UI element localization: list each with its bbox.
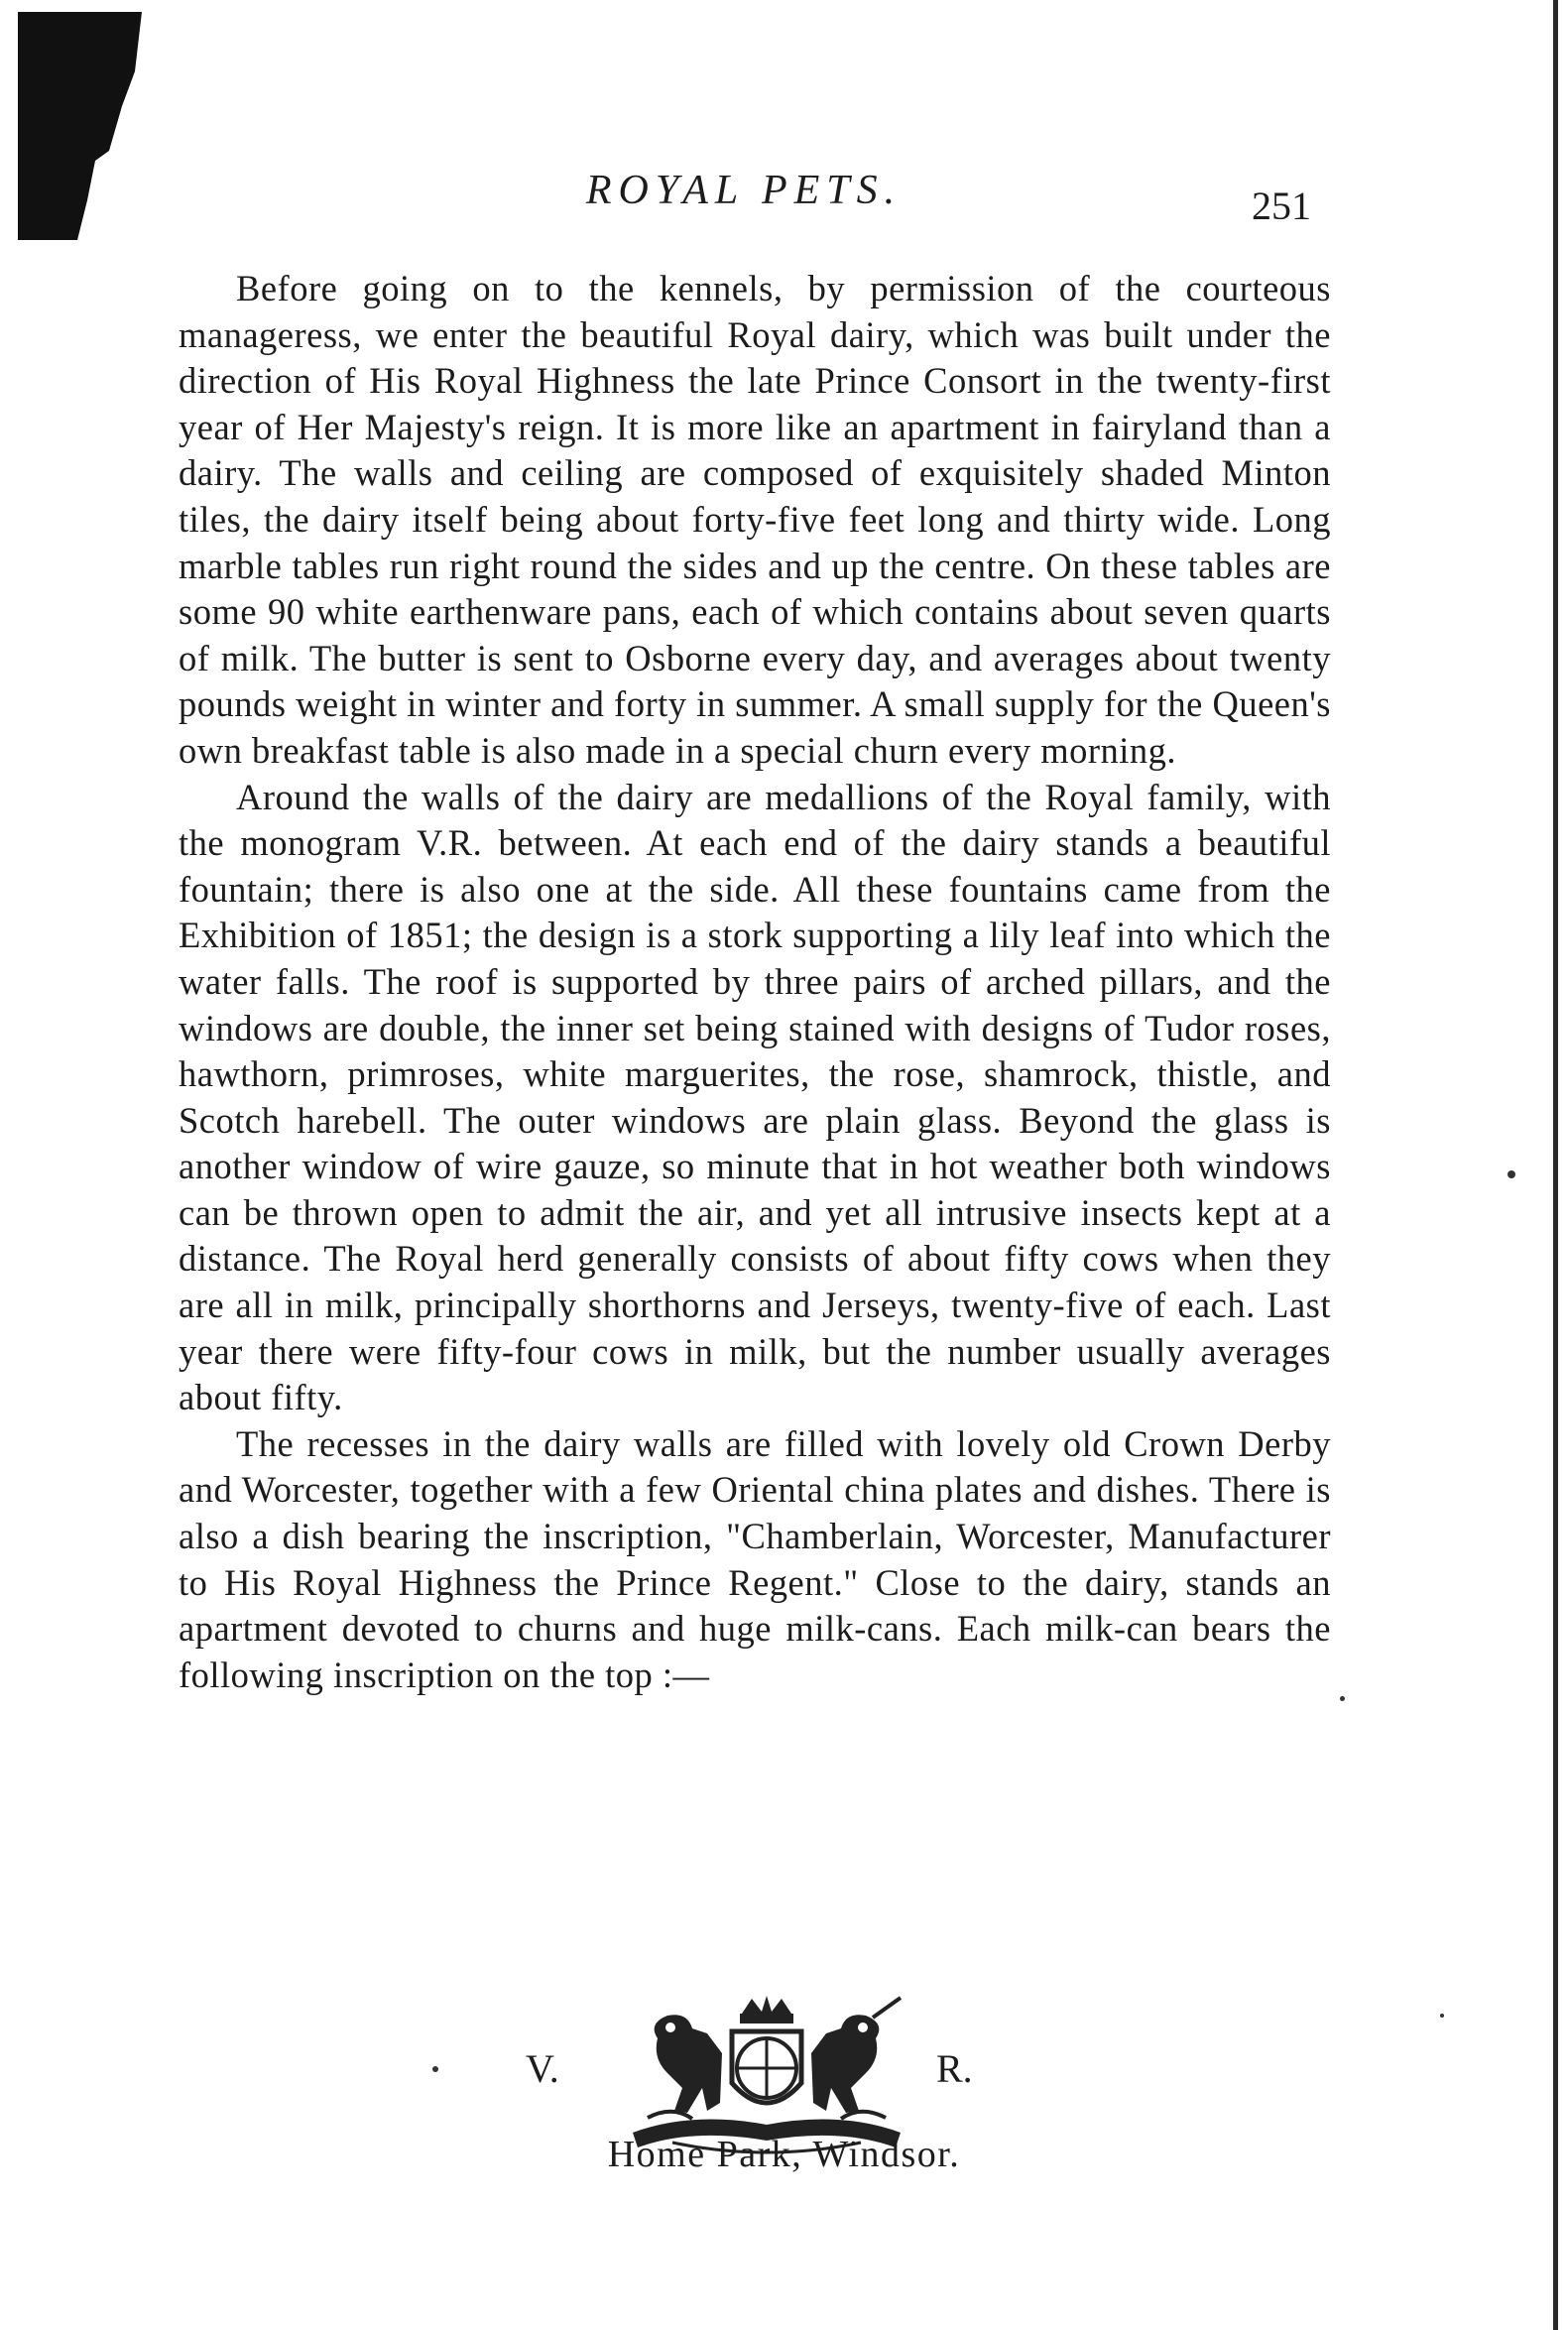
running-title: ROYAL PETS. [585, 168, 903, 213]
monogram-letter-r: R. [936, 2046, 973, 2091]
inscription-place: Home Park, Windsor. [607, 2134, 961, 2175]
paragraph-china: The recesses in the dairy walls are filled with lovely old Crown Derby and Worcester, together with a few Oriental china plates and dishes. There is also a dish bearing the inscription, "Chamberlain, Worcester, Manufacturer to His Royal Highness the Prince Regent." Close to the dairy, stands an apartment devoted to churns and huge milk-cans. Each milk-can bears the following inscription on the top :— [179, 1422, 1331, 1695]
binding-shadow-mark [18, 12, 147, 240]
dust-speck [1508, 1170, 1515, 1178]
page-number: 251 [1252, 184, 1311, 228]
monogram-letter-v: V. [526, 2046, 559, 2091]
page-edge-line [1553, 0, 1558, 2330]
dust-speck [1340, 1696, 1345, 1701]
paragraph-fountains: Around the walls of the dairy are medallions of the Royal family, with the monogram V.R. between. At each end of the dairy stands a beautiful fountain; there is also one at the side. All these fountains came from the Exhibition of 1851; the design is a stork supporting a lily leaf into which the water falls. The roof is supported by three pairs of arched pillars, and the windows are double, the inner set being stained with designs of Tudor roses, hawthorn, primroses, white marguerites, the rose, shamrock, thistle, and Scotch harebell. The outer windows are plain glass. Beyond the glass is another window of wire gauze, so minute that in hot weather both windows can be thrown open to admit the air, and yet all intrusive insects kept at a distance. The Royal herd generally consists of about fifty cows when they are all in milk, principally shorthorns and Jerseys, twenty-five of each. Last year there were fifty-four cows in milk, but the number usually averages about fifty. [179, 776, 1331, 1418]
paragraph-dairy: Before going on to the kennels, by permission of the courteous manageress, we enter the beautiful Royal dairy, which was built under the direction of His Royal Highness the late Prince Consort in the twenty-first year of Her Majesty's reign. It is more like an apartment in fairyland than a dairy. The walls and ceiling are composed of exquisitely shaded Minton tiles, the dairy itself being about forty-five feet long and thirty wide. Long marble tables run right round the sides and up the centre. On these tables are some 90 white earthenware pans, each of which contains about seven quarts of milk. The butter is sent to Osborne every day, and averages about twenty pounds weight in winter and forty in summer. A small supply for the Queen's own breakfast table is also made in a special churn every morning. [179, 268, 1331, 771]
body-text [179, 266, 1331, 1698]
